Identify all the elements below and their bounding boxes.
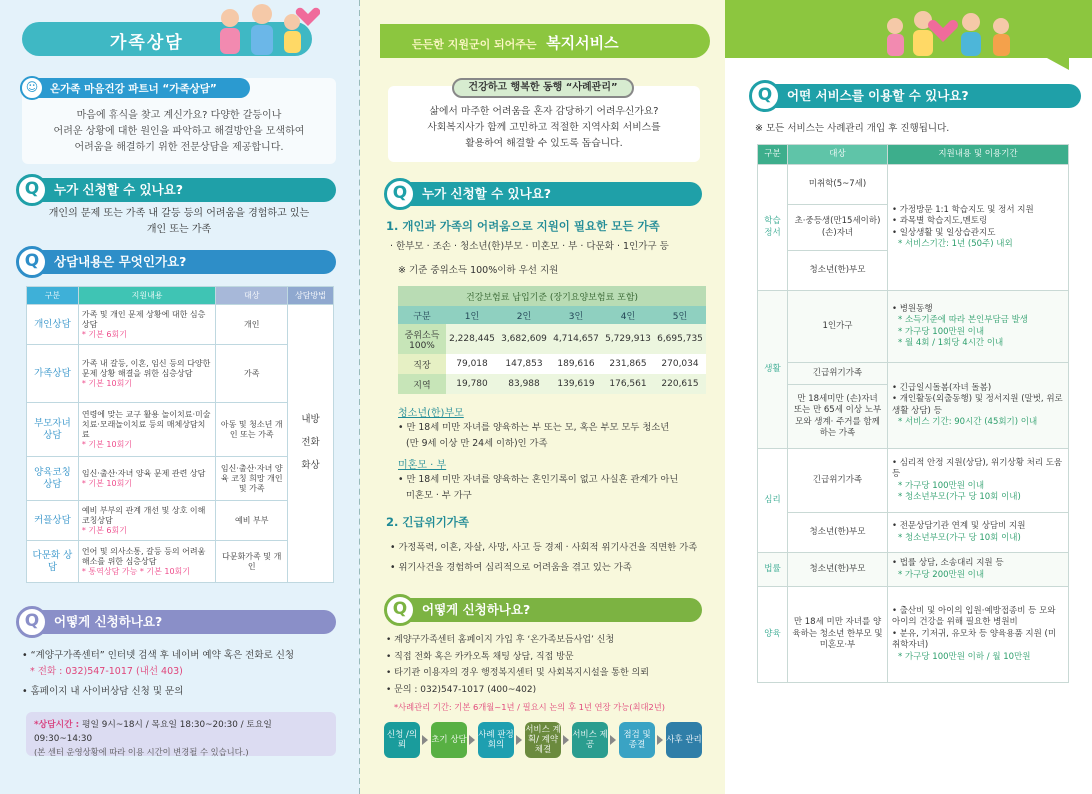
case-text: 삶에서 마주한 어려움을 혼자 감당하기 어려우신가요? 사회복지사가 함께 고민하고 적절한 지역사회 서비스를 활용하여 해결할 수 있도록 돕습니다.	[427, 106, 661, 150]
support-care: • 출산비 및 아이의 입원·예방접종비 등 모와 아이의 건강을 위해 필요한 병원비 • 분유, 기저귀, 유모차 등 양육용품 지원 (미취학자녀) * 가구당 100만원 이하 / 월 10만원	[888, 587, 1069, 683]
ins-cell: 3,682,609	[501, 334, 547, 344]
intro-text: 마음에 휴식을 찾고 계신가요? 다양한 갈등이나 어려운 상황에 대한 원인을 파악하고 해결방안을 모색하여 어려움을 해결하기 위한 전문상담을 제공합니다.	[53, 110, 305, 153]
youth-text: • 만 18세 미만 자녀를 양육하는 부 또는 모, 혹은 부모 모두 청소년 (만 9세 이상 만 24세 이하)인 가족	[398, 422, 670, 449]
hours-note: (본 센터 운영상황에 따라 이용 시간이 변경될 수 있습니다.)	[34, 747, 249, 758]
family-illustration	[200, 0, 320, 60]
th-target: 대상	[216, 287, 288, 305]
youth-title: 청소년(한)부모	[398, 408, 464, 419]
row-cat: 커플상담	[27, 501, 79, 541]
target: 1인가구	[788, 291, 888, 363]
row-cat: 양육코칭 상담	[27, 457, 79, 501]
arrow-right-icon	[516, 735, 522, 745]
process-step: 초기 상담	[431, 722, 467, 758]
ins-cell: 139,619	[557, 379, 595, 389]
ins-cell: 4,714,657	[553, 334, 599, 344]
panel-family-counseling	[0, 0, 360, 794]
smile-icon: ☺	[20, 76, 44, 100]
who-text: 개인의 문제 또는 가족 내 갈등 등의 어려움을 경험하고 있는 개인 또는 가족	[48, 208, 310, 235]
th-content: 지원내용	[78, 287, 216, 305]
row-content: 언어 및 의사소통, 갈등 등의 어려움 해소를 위한 심층상담 * 통역상담 가능 * 기본 10회기	[78, 541, 216, 583]
target: 만 18세 미만 자녀를 양육하는 청소년 한부모 및 미혼모·부	[788, 587, 888, 683]
hours-line: *상담시간 : 평일 9시~18시 / 목요일 18:30~20:30 / 토요일 09:30~14:30	[34, 720, 272, 745]
apply-line-2: • 홈페이지 내 사이버상담 신청 및 문의	[22, 686, 184, 698]
row-target: 다문화가족 및 개인	[216, 541, 288, 583]
arrow-right-icon	[422, 735, 428, 745]
header-text: 든든한 지원군이 되어주는 복지서비스	[412, 34, 619, 52]
th-method: 상담방법	[288, 287, 334, 305]
case-title-tag: 건강하고 행복한 동행 “사례관리”	[452, 78, 634, 98]
row-cat: 부모자녀 상담	[27, 403, 79, 457]
row-target: 가족	[216, 345, 288, 403]
process-step: 점검 및 종결	[619, 722, 655, 758]
row-content: 가족 내 갈등, 이혼, 임신 등의 다양한 문제 상황 해결을 위한 심층상담 * 기본 10회기	[78, 345, 216, 403]
ins-cell: 83,988	[508, 379, 540, 389]
apply-line-1: • “계양구가족센터” 인터넷 검색 후 네이버 예약 혹은 전화로 신청	[22, 650, 295, 661]
row-target: 아동 및 청소년 개인 또는 가족	[216, 403, 288, 457]
process-step: 서비스 제공	[572, 722, 608, 758]
ins-th: 3인	[568, 311, 584, 322]
row-content: 임신·출산·자녀 양육 문제 관련 상담 * 기본 10회기	[78, 457, 216, 501]
q-icon: Q	[749, 80, 781, 112]
ins-cell: 2,228,445	[449, 334, 495, 344]
cat-life: 생활	[758, 291, 788, 449]
row-content: 가족 및 개인 문제 상황에 대한 심층상담 * 기본 6회기	[78, 305, 216, 345]
support-life-1: • 병원동행 * 소득기준에 따라 본인부담금 발생 * 가구당 100만원 이내 * 월 4회 / 1회당 4시간 이내	[888, 291, 1069, 363]
th-target: 대상	[788, 145, 888, 165]
ins-cell: 19,780	[456, 379, 488, 389]
ins-title: 건강보험료 납입기준 (장기요양보험료 포함)	[398, 286, 706, 306]
unwed-title: 미혼모 · 부	[398, 460, 447, 471]
q-who-heading: Q 누가 신청할 수 있나요?	[390, 182, 702, 206]
ins-cell: 176,561	[609, 379, 647, 389]
target: 초·중등생(만15세이하) (손)자녀	[788, 205, 888, 251]
process-steps	[384, 722, 714, 762]
support-law: • 법률 상담, 소송대리 지원 등 * 가구당 200만원 이내	[888, 553, 1069, 587]
ins-th: 구분	[413, 311, 431, 322]
ins-cell: 6,695,735	[657, 334, 703, 344]
row-cat: 다문화 상담	[27, 541, 79, 583]
q-who-heading: Q 누가 신청할 수 있나요?	[22, 178, 336, 202]
target: 긴급위기가족	[788, 363, 888, 385]
row-content: 예비 부부의 관계 개선 및 상호 이해 코칭상담 * 기본 6회기	[78, 501, 216, 541]
s1-list: · 한부모 · 조손 · 청소년(한)부모 · 미혼모 · 부 · 다문화 · 1인가구 등	[390, 241, 669, 252]
th-category: 구분	[27, 287, 79, 305]
ins-th: 5인	[672, 311, 688, 322]
arrow-right-icon	[469, 735, 475, 745]
q-icon: Q	[16, 606, 48, 638]
partner-title: 온가족 마음건강 파트너 “가족상담”	[50, 83, 217, 95]
service-table	[757, 144, 1069, 683]
ins-th: 4인	[620, 311, 636, 322]
unwed-text: • 만 18세 미만 자녀를 양육하는 혼인기록이 없고 사실혼 관계가 아닌 미혼모 · 부 가구	[398, 474, 679, 501]
row-target: 예비 부부	[216, 501, 288, 541]
page-title: 가족상담	[110, 33, 184, 53]
th-support: 지원내용 및 이용기간	[888, 145, 1069, 165]
process-step: 서비스 계획/ 계약 체결	[525, 722, 561, 758]
ins-label: 중위소득 100%	[398, 324, 446, 354]
process-step: 사례 판정 회의	[478, 722, 514, 758]
s2-title: 2. 긴급위기가족	[386, 515, 470, 529]
panel-welfare-service	[360, 0, 725, 794]
support-psy-1: • 심리적 안정 지원(상담), 위기상황 처리 도움 등 * 가구당 100만원 이내 * 청소년부모(가구 당 10회 이내)	[888, 449, 1069, 513]
support-life-2: • 긴급일시돌봄(자녀 돌봄) • 개인활동(외출동행) 및 정서지원 (말벗, 위로생활 상담) 등 * 서비스 기간: 90시간 (45회기) 이내	[888, 363, 1069, 449]
row-content: 연령에 맞는 교구 활용 놀이치료·미술치료·모래놀이치료 등의 매체상담치료 * 기본 10회기	[78, 403, 216, 457]
ins-label: 지역	[398, 374, 446, 394]
apply-info	[22, 648, 342, 700]
row-target: 임신·출산·자녀 양육 코칭 희망 개인 및 가족	[216, 457, 288, 501]
cat-law: 법률	[758, 553, 788, 587]
panel-services	[725, 0, 1092, 794]
community-illustration	[875, 4, 1025, 60]
support-edu: • 가정방문 1:1 학습지도 및 정서 지원 • 과목별 학습지도,멘토링 • 일상생활 및 일상습관지도 * 서비스기간: 1년 (50주) 내외	[888, 165, 1069, 291]
ins-cell: 79,018	[456, 359, 488, 369]
q-icon: Q	[16, 246, 48, 278]
ins-cell: 147,853	[505, 359, 543, 369]
s1-title: 1. 개인과 가족의 어려움으로 지원이 필요한 모든 가족	[386, 219, 660, 233]
ins-cell: 220,615	[661, 379, 699, 389]
service-note: ※ 모든 서비스는 사례관리 개입 후 진행됩니다.	[755, 123, 950, 134]
ins-cell: 189,616	[557, 359, 595, 369]
q-icon: Q	[16, 174, 48, 206]
ins-th: 2인	[516, 311, 532, 322]
fold-tab	[1047, 58, 1069, 70]
q-apply-heading: Q 어떻게 신청하나요?	[22, 610, 336, 634]
target: 미취학(5~7세)	[788, 165, 888, 205]
q-icon: Q	[384, 594, 416, 626]
s1-note: ※ 기준 중위소득 100%이하 우선 지원	[398, 265, 559, 276]
cat-psy: 심리	[758, 449, 788, 553]
cat-edu: 학습 정서	[758, 165, 788, 291]
ins-label: 직장	[398, 354, 446, 374]
ins-cell: 231,865	[609, 359, 647, 369]
apply-list: • 계양구가족센터 홈페이지 가입 후 ‘온가족보듬사업’ 신청 • 직접 전화 혹은 카카오톡 채팅 상담, 직접 방문 • 타기관 이용자의 경우 행정복지센터 및 사회복지시설을 통한 의뢰 • 문의 : 032)547-1017 (400~402)	[386, 635, 649, 695]
method-cell: 내방 전화 화상	[288, 305, 334, 583]
apply-phone: * 전화 : 032)547-1017 (내선 403)	[30, 666, 183, 678]
ins-th: 1인	[464, 311, 480, 322]
q-icon: Q	[384, 178, 416, 210]
cat-care: 양육	[758, 587, 788, 683]
q-apply-heading: Q 어떻게 신청하나요?	[390, 598, 702, 622]
ins-cell: 270,034	[661, 359, 699, 369]
counseling-table	[26, 286, 334, 583]
support-psy-2: • 전문상담기관 연계 및 상담비 지원 * 청소년부모(가구 당 10회 이내)	[888, 513, 1069, 553]
row-cat: 가족상담	[27, 345, 79, 403]
ins-cell: 5,729,913	[605, 334, 651, 344]
row-cat: 개인상담	[27, 305, 79, 345]
hours-box	[26, 712, 336, 756]
arrow-right-icon	[610, 735, 616, 745]
q-service-heading: Q 어떤 서비스를 이용할 수 있나요?	[755, 84, 1081, 108]
process-step: 사후 관리	[666, 722, 702, 758]
target: 만 18세미만 (손)자녀 또는 만 65세 이상 노부모와 생계· 주거를 함께하는 가족	[788, 385, 888, 449]
target: 청소년(한)부모	[788, 251, 888, 291]
q-content-heading: Q 상담내용은 무엇인가요?	[22, 250, 336, 274]
s2-list: • 가정폭력, 이혼, 자살, 사망, 사고 등 경제 · 사회적 위기사건을 직면한 가족 • 위기사건을 경험하여 심리적으로 어려움을 겪고 있는 가족	[390, 542, 698, 574]
period-note: *사례관리 기간: 기본 6개월~1년 / 필요시 논의 후 1년 연장 가능(최대2년)	[394, 702, 666, 712]
process-step: 신청 /의뢰	[384, 722, 420, 758]
target: 청소년(한)부모	[788, 553, 888, 587]
arrow-right-icon	[657, 735, 663, 745]
target: 청소년(한)부모	[788, 513, 888, 553]
th-category: 구분	[758, 145, 788, 165]
target: 긴급위기가족	[788, 449, 888, 513]
row-target: 개인	[216, 305, 288, 345]
insurance-table	[398, 286, 706, 394]
arrow-right-icon	[563, 735, 569, 745]
